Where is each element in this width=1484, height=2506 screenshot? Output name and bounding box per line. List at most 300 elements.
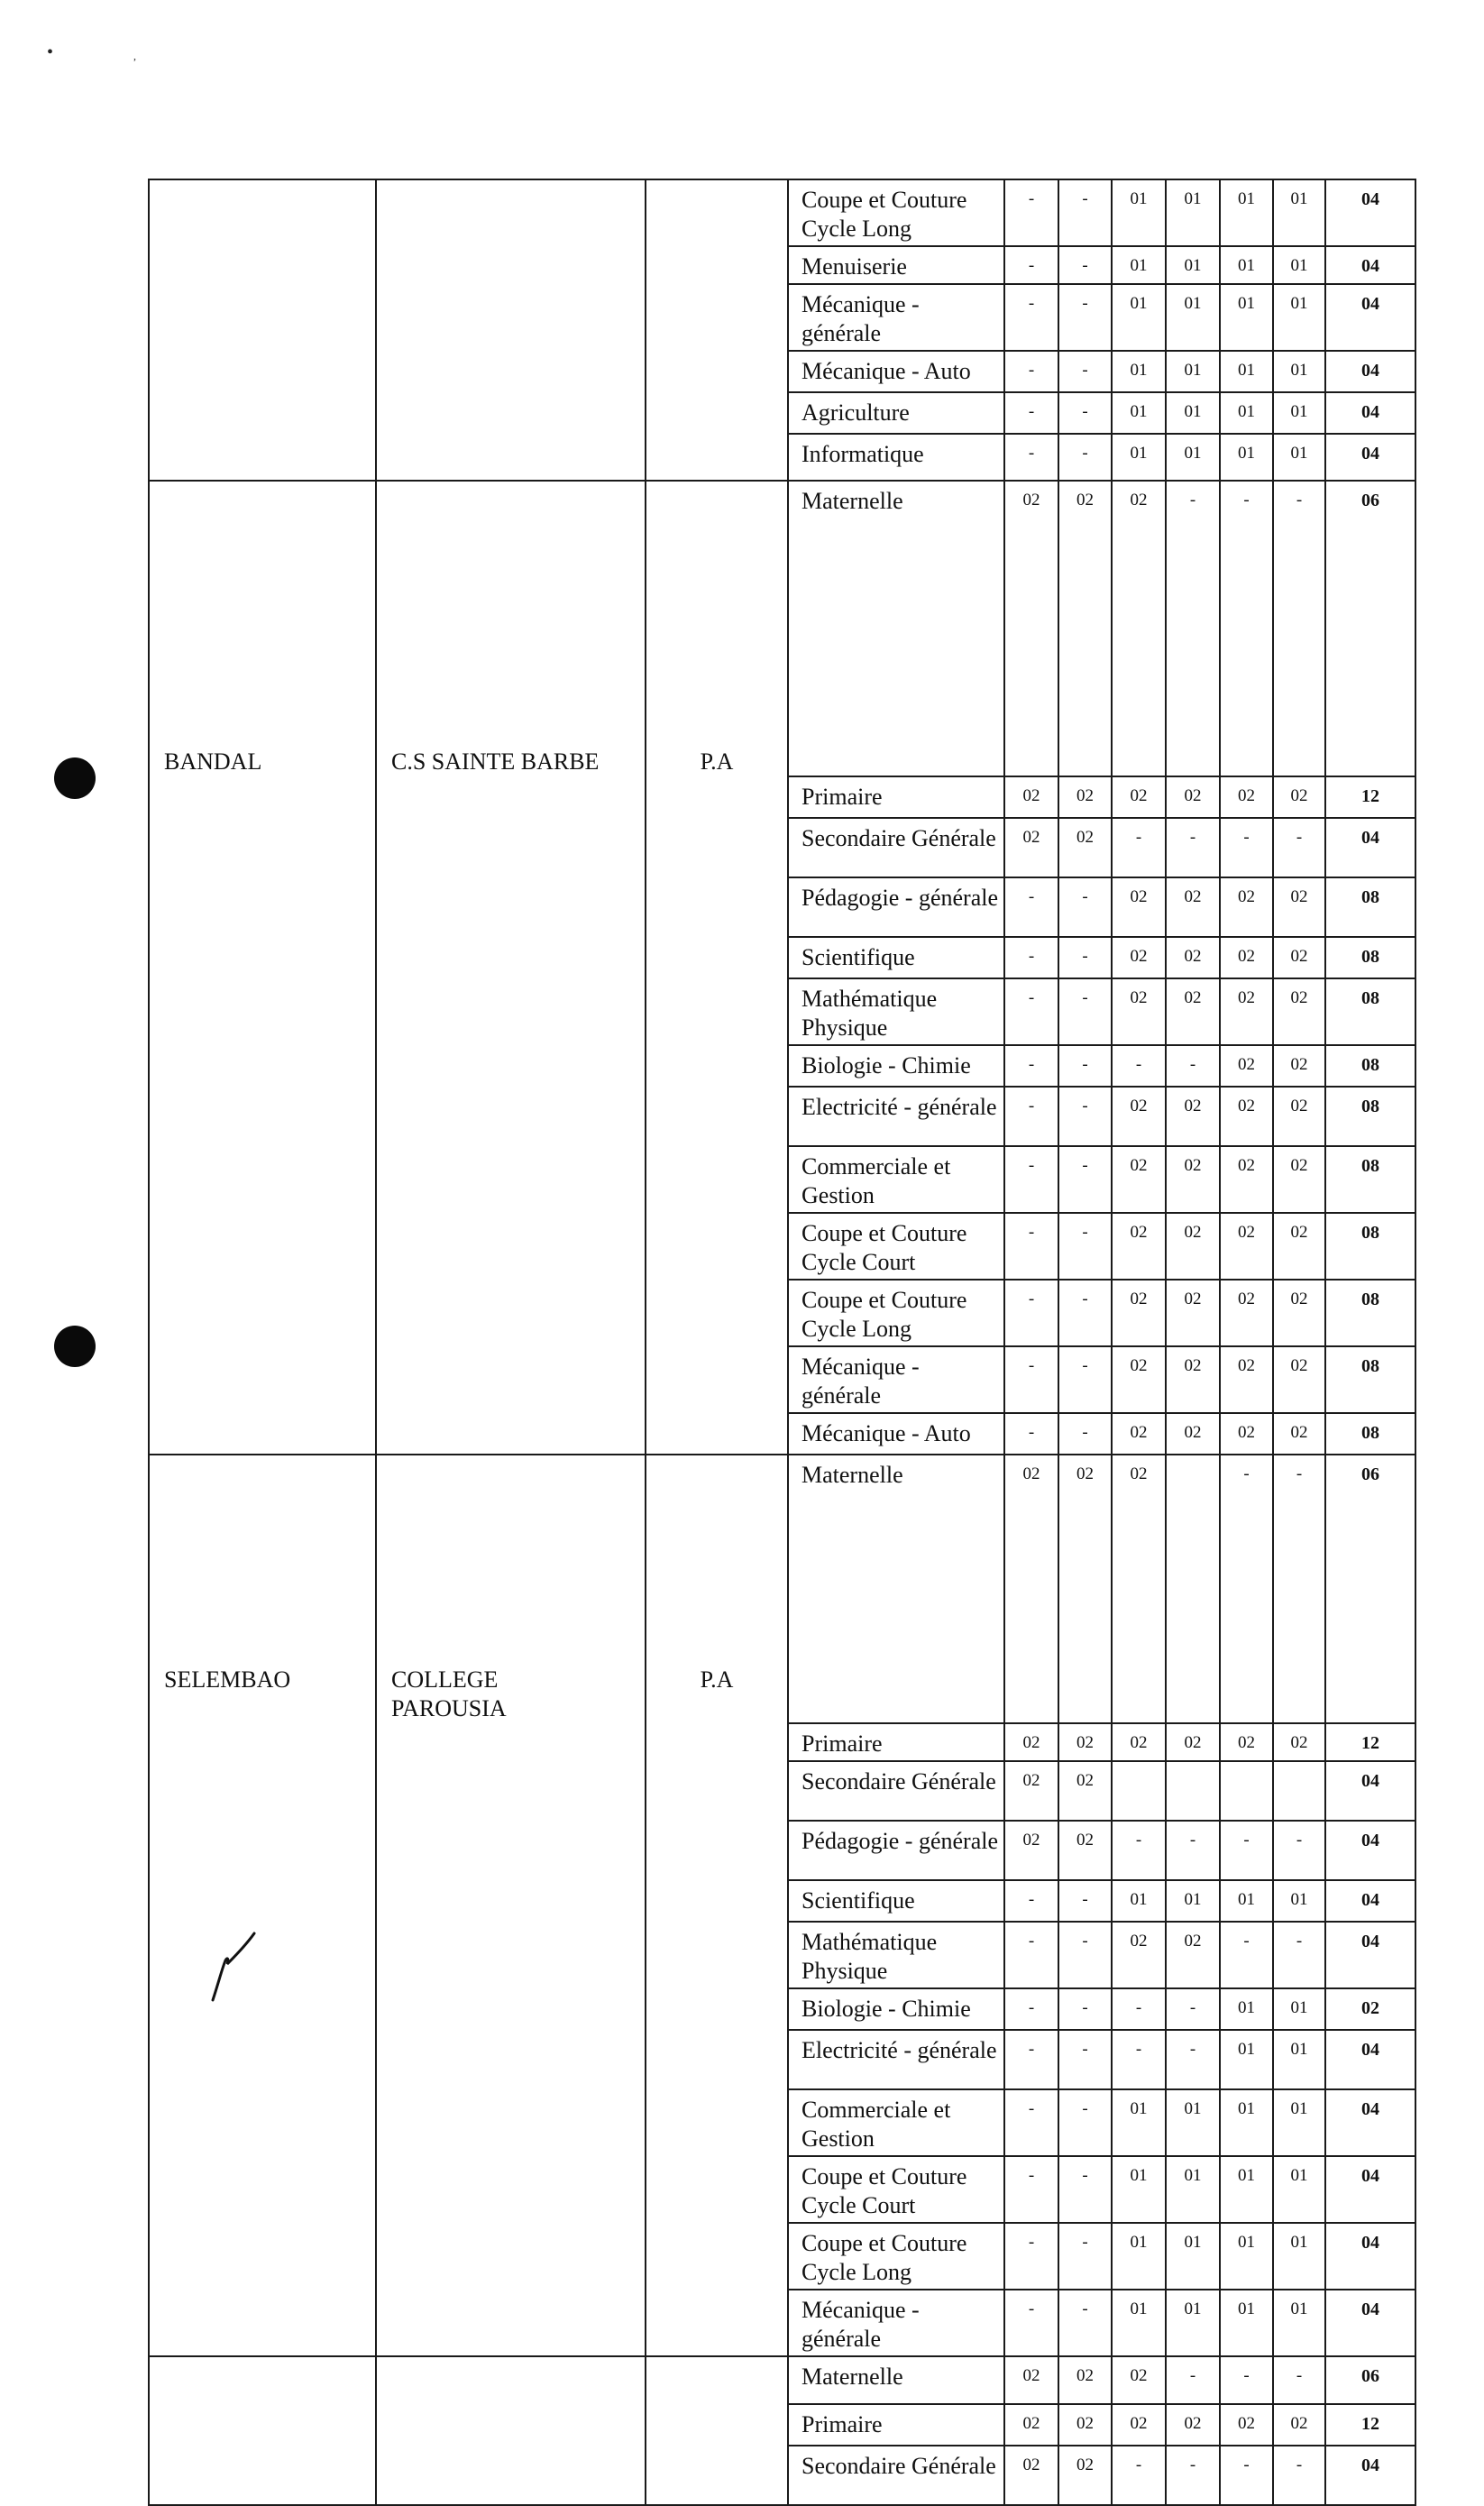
school-cell (376, 1045, 646, 1087)
commune-cell (149, 1346, 376, 1413)
level-count-cell (1112, 1761, 1166, 1821)
level-count-cell: 02 (1166, 937, 1220, 978)
level-count-cell: 01 (1166, 2156, 1220, 2223)
school-cell (376, 351, 646, 392)
option-label: Commerciale et Gestion (788, 2089, 1004, 2156)
status-cell (646, 434, 788, 481)
total-cell: 04 (1325, 1821, 1415, 1880)
status-cell (646, 776, 788, 818)
level-count-cell: 02 (1058, 2404, 1112, 2446)
status-cell (646, 1213, 788, 1280)
level-count-cell: 02 (1220, 1213, 1273, 1280)
level-count-cell: 02 (1273, 1723, 1325, 1761)
table-row (149, 1213, 1415, 1280)
school-cell (376, 1280, 646, 1346)
commune-cell (149, 284, 376, 351)
commune-cell (149, 1087, 376, 1146)
status-cell (646, 2030, 788, 2089)
level-count-cell: - (1004, 246, 1058, 284)
level-count-cell: 02 (1166, 978, 1220, 1045)
school-cell (376, 1761, 646, 1821)
table-row (149, 818, 1415, 877)
level-count-cell (1166, 1761, 1220, 1821)
commune-cell (149, 1146, 376, 1213)
level-count-cell: 02 (1166, 1087, 1220, 1146)
level-count-cell: - (1004, 877, 1058, 937)
option-label: Menuiserie (788, 246, 1004, 284)
option-label: Secondaire Générale (788, 1761, 1004, 1821)
option-label: Coupe et Couture Cycle Long (788, 2223, 1004, 2290)
level-count-cell: 02 (1166, 776, 1220, 818)
level-count-cell (1220, 1761, 1273, 1821)
option-label: Primaire (788, 1723, 1004, 1761)
total-cell: 04 (1325, 2030, 1415, 2089)
level-count-cell: - (1058, 877, 1112, 937)
level-count-cell: 02 (1058, 1455, 1112, 1723)
level-count-cell: - (1112, 1821, 1166, 1880)
level-count-cell: - (1166, 2030, 1220, 2089)
level-count-cell: - (1004, 978, 1058, 1045)
total-cell: 04 (1325, 2156, 1415, 2223)
status-cell (646, 1045, 788, 1087)
level-count-cell: 01 (1220, 179, 1273, 246)
table-row (149, 2404, 1415, 2446)
total-cell: 04 (1325, 284, 1415, 351)
table-row (149, 776, 1415, 818)
level-count-cell: - (1058, 179, 1112, 246)
option-label: Primaire (788, 776, 1004, 818)
option-label: Biologie - Chimie (788, 1045, 1004, 1087)
level-count-cell: - (1220, 818, 1273, 877)
level-count-cell: 02 (1220, 1045, 1273, 1087)
total-cell: 08 (1325, 1045, 1415, 1087)
level-count-cell: - (1004, 1213, 1058, 1280)
table-row (149, 434, 1415, 481)
level-count-cell: - (1273, 2356, 1325, 2404)
status-cell (646, 481, 788, 776)
total-cell: 04 (1325, 818, 1415, 877)
status-cell (646, 392, 788, 434)
level-count-cell: 01 (1220, 284, 1273, 351)
level-count-cell: - (1273, 1922, 1325, 1988)
option-label: Primaire (788, 2404, 1004, 2446)
status-cell (646, 1922, 788, 1988)
commune-cell (149, 1213, 376, 1280)
option-label: Maternelle (788, 481, 1004, 776)
level-count-cell: 02 (1112, 1346, 1166, 1413)
table-row (149, 1413, 1415, 1455)
level-count-cell: 01 (1112, 2290, 1166, 2356)
table-row (149, 2156, 1415, 2223)
total-cell: 04 (1325, 1880, 1415, 1922)
status-cell (646, 1761, 788, 1821)
level-count-cell: 01 (1166, 2223, 1220, 2290)
option-label: Pédagogie - générale (788, 1821, 1004, 1880)
commune-cell (149, 1280, 376, 1346)
commune-cell (149, 1413, 376, 1455)
level-count-cell: - (1058, 1922, 1112, 1988)
level-count-cell: - (1004, 2030, 1058, 2089)
status-cell (646, 1280, 788, 1346)
commune-cell (149, 179, 376, 246)
level-count-cell: 01 (1273, 284, 1325, 351)
level-count-cell: - (1058, 1146, 1112, 1213)
option-label: Coupe et Couture Cycle Court (788, 2156, 1004, 2223)
level-count-cell (1273, 1761, 1325, 1821)
commune-cell (149, 351, 376, 392)
table-row (149, 481, 1415, 776)
level-count-cell: 01 (1166, 351, 1220, 392)
commune-cell (149, 1761, 376, 1821)
level-count-cell: 01 (1112, 179, 1166, 246)
level-count-cell: - (1058, 1213, 1112, 1280)
level-count-cell: 01 (1112, 246, 1166, 284)
level-count-cell: - (1273, 818, 1325, 877)
school-cell (376, 1821, 646, 1880)
total-cell: 04 (1325, 2089, 1415, 2156)
level-count-cell: - (1112, 1988, 1166, 2030)
total-cell: 04 (1325, 2290, 1415, 2356)
school-cell (376, 1213, 646, 1280)
table-row (149, 246, 1415, 284)
level-count-cell: 02 (1112, 1723, 1166, 1761)
table-row (149, 2290, 1415, 2356)
level-count-cell: - (1004, 2156, 1058, 2223)
level-count-cell: 02 (1058, 1723, 1112, 1761)
school-cell (376, 1087, 646, 1146)
level-count-cell: 01 (1220, 2089, 1273, 2156)
level-count-cell: 02 (1058, 481, 1112, 776)
level-count-cell: 02 (1058, 1761, 1112, 1821)
level-count-cell: 02 (1220, 978, 1273, 1045)
status-cell-text: P.A (700, 1666, 734, 1693)
level-count-cell: 02 (1058, 776, 1112, 818)
commune-cell-text: BANDAL (164, 748, 262, 775)
commune-cell-text: SELEMBAO (164, 1666, 291, 1693)
status-cell (646, 1087, 788, 1146)
option-label: Maternelle (788, 2356, 1004, 2404)
level-count-cell: - (1058, 1988, 1112, 2030)
level-count-cell: 02 (1273, 1087, 1325, 1146)
level-count-cell: - (1166, 818, 1220, 877)
commune-cell (149, 246, 376, 284)
level-count-cell: 02 (1273, 877, 1325, 937)
table-row (149, 179, 1415, 246)
total-cell: 04 (1325, 1922, 1415, 1988)
option-label: Informatique (788, 434, 1004, 481)
status-cell (646, 818, 788, 877)
option-label: Agriculture (788, 392, 1004, 434)
level-count-cell: 01 (1112, 392, 1166, 434)
level-count-cell: 02 (1112, 978, 1166, 1045)
level-count-cell: - (1166, 1045, 1220, 1087)
commune-cell (149, 776, 376, 818)
commune-cell (149, 2446, 376, 2505)
level-count-cell: - (1004, 2290, 1058, 2356)
punch-hole (54, 1326, 96, 1367)
level-count-cell: 02 (1004, 1761, 1058, 1821)
level-count-cell: 02 (1220, 1280, 1273, 1346)
table-row (149, 351, 1415, 392)
school-cell (376, 818, 646, 877)
commune-cell (149, 2356, 376, 2404)
level-count-cell: 01 (1112, 351, 1166, 392)
level-count-cell: - (1058, 2223, 1112, 2290)
commune-cell (149, 392, 376, 434)
total-cell: 04 (1325, 2446, 1415, 2505)
level-count-cell: 02 (1112, 1213, 1166, 1280)
school-cell (376, 1455, 646, 1723)
level-count-cell: - (1058, 434, 1112, 481)
level-count-cell: 02 (1166, 2404, 1220, 2446)
level-count-cell: 02 (1004, 776, 1058, 818)
option-label: Scientifique (788, 1880, 1004, 1922)
schools-options-table (148, 179, 1416, 2506)
level-count-cell: 02 (1220, 776, 1273, 818)
level-count-cell: - (1058, 2290, 1112, 2356)
status-cell (646, 1880, 788, 1922)
status-cell (646, 1455, 788, 1723)
table-row (149, 1146, 1415, 1213)
total-cell: 04 (1325, 179, 1415, 246)
table-row (149, 284, 1415, 351)
table-row (149, 1455, 1415, 1723)
level-count-cell: 01 (1220, 2156, 1273, 2223)
level-count-cell: 01 (1112, 1880, 1166, 1922)
level-count-cell: 02 (1166, 1213, 1220, 1280)
level-count-cell: 02 (1112, 1146, 1166, 1213)
level-count-cell: 02 (1004, 2356, 1058, 2404)
level-count-cell: - (1273, 2446, 1325, 2505)
level-count-cell: 02 (1273, 978, 1325, 1045)
level-count-cell: - (1004, 1880, 1058, 1922)
total-cell: 06 (1325, 2356, 1415, 2404)
option-label: Biologie - Chimie (788, 1988, 1004, 2030)
table-row (149, 978, 1415, 1045)
status-cell (646, 179, 788, 246)
level-count-cell: 01 (1220, 392, 1273, 434)
option-label: Coupe et Couture Cycle Long (788, 1280, 1004, 1346)
school-cell (376, 2356, 646, 2404)
commune-cell (149, 481, 376, 776)
level-count-cell: - (1004, 392, 1058, 434)
level-count-cell: - (1004, 1146, 1058, 1213)
level-count-cell: 02 (1112, 1280, 1166, 1346)
level-count-cell: 01 (1220, 246, 1273, 284)
option-label: Secondaire Générale (788, 2446, 1004, 2505)
school-cell (376, 1988, 646, 2030)
level-count-cell: - (1166, 2356, 1220, 2404)
school-cell (376, 246, 646, 284)
commune-cell (149, 1045, 376, 1087)
option-label: Coupe et Couture Cycle Court (788, 1213, 1004, 1280)
level-count-cell: - (1058, 937, 1112, 978)
school-cell (376, 937, 646, 978)
option-label: Mécanique - générale (788, 1346, 1004, 1413)
scan-speck: , (133, 50, 136, 62)
option-label: Secondaire Générale (788, 818, 1004, 877)
school-cell (376, 1146, 646, 1213)
level-count-cell: - (1004, 1413, 1058, 1455)
status-cell (646, 351, 788, 392)
level-count-cell: 02 (1112, 1922, 1166, 1988)
level-count-cell: - (1166, 481, 1220, 776)
level-count-cell: 02 (1112, 1455, 1166, 1723)
commune-cell (149, 937, 376, 978)
option-label: Electricité - générale (788, 2030, 1004, 2089)
level-count-cell: - (1004, 1346, 1058, 1413)
level-count-cell: - (1273, 1455, 1325, 1723)
total-cell: 08 (1325, 1213, 1415, 1280)
status-cell (646, 1346, 788, 1413)
school-cell-text: C.S SAINTE BARBE (391, 748, 600, 775)
total-cell: 04 (1325, 2223, 1415, 2290)
table-row (149, 1761, 1415, 1821)
level-count-cell: 01 (1273, 392, 1325, 434)
table-row (149, 1280, 1415, 1346)
table-row (149, 937, 1415, 978)
table-row (149, 392, 1415, 434)
level-count-cell: 01 (1273, 2223, 1325, 2290)
status-cell (646, 978, 788, 1045)
total-cell: 08 (1325, 1280, 1415, 1346)
level-count-cell: 01 (1273, 2290, 1325, 2356)
level-count-cell: - (1220, 1821, 1273, 1880)
total-cell: 08 (1325, 877, 1415, 937)
level-count-cell: 01 (1166, 434, 1220, 481)
commune-cell (149, 1821, 376, 1880)
level-count-cell: 01 (1166, 179, 1220, 246)
level-count-cell: 01 (1273, 246, 1325, 284)
level-count-cell: - (1220, 481, 1273, 776)
level-count-cell: 02 (1058, 2446, 1112, 2505)
level-count-cell: 02 (1004, 2446, 1058, 2505)
commune-cell (149, 2223, 376, 2290)
status-cell (646, 2089, 788, 2156)
level-count-cell: 01 (1112, 2223, 1166, 2290)
level-count-cell: 02 (1112, 937, 1166, 978)
level-count-cell: 02 (1004, 481, 1058, 776)
level-count-cell: 02 (1112, 481, 1166, 776)
table-row (149, 1723, 1415, 1761)
level-count-cell: 01 (1220, 1988, 1273, 2030)
level-count-cell: 02 (1004, 818, 1058, 877)
option-label: Coupe et Couture Cycle Long (788, 179, 1004, 246)
table-row (149, 2356, 1415, 2404)
level-count-cell: - (1058, 1880, 1112, 1922)
level-count-cell: 01 (1166, 284, 1220, 351)
level-count-cell: 02 (1112, 2404, 1166, 2446)
level-count-cell: 01 (1166, 392, 1220, 434)
status-cell (646, 2356, 788, 2404)
level-count-cell: - (1112, 2030, 1166, 2089)
level-count-cell: 01 (1273, 351, 1325, 392)
commune-cell (149, 2404, 376, 2446)
total-cell: 02 (1325, 1988, 1415, 2030)
level-count-cell: - (1112, 818, 1166, 877)
school-cell (376, 434, 646, 481)
option-label: Pédagogie - générale (788, 877, 1004, 937)
commune-cell (149, 2030, 376, 2089)
school-cell (376, 877, 646, 937)
school-cell (376, 1723, 646, 1761)
school-cell (376, 776, 646, 818)
level-count-cell: 02 (1004, 1455, 1058, 1723)
level-count-cell: - (1004, 2223, 1058, 2290)
level-count-cell: - (1058, 2156, 1112, 2223)
level-count-cell: - (1273, 481, 1325, 776)
level-count-cell: 02 (1273, 1413, 1325, 1455)
level-count-cell: 02 (1220, 937, 1273, 978)
level-count-cell: - (1058, 2030, 1112, 2089)
level-count-cell: 02 (1112, 1413, 1166, 1455)
level-count-cell: 02 (1220, 1346, 1273, 1413)
level-count-cell: - (1058, 246, 1112, 284)
level-count-cell: 02 (1004, 1723, 1058, 1761)
level-count-cell: 02 (1273, 937, 1325, 978)
level-count-cell: 01 (1166, 2290, 1220, 2356)
school-cell (376, 284, 646, 351)
table-row (149, 2223, 1415, 2290)
school-cell (376, 1413, 646, 1455)
school-cell (376, 1922, 646, 1988)
table-row (149, 2089, 1415, 2156)
level-count-cell: 01 (1220, 434, 1273, 481)
level-count-cell: - (1112, 2446, 1166, 2505)
option-label: Mécanique - Auto (788, 351, 1004, 392)
level-count-cell: - (1004, 1988, 1058, 2030)
school-cell-text: COLLEGE PAROUSIA (391, 1666, 507, 1721)
total-cell: 08 (1325, 1087, 1415, 1146)
option-label: Scientifique (788, 937, 1004, 978)
option-label: Electricité - générale (788, 1087, 1004, 1146)
handwritten-initial (209, 1930, 263, 2002)
level-count-cell: - (1166, 1988, 1220, 2030)
school-cell (376, 2030, 646, 2089)
school-cell (376, 481, 646, 776)
table-row (149, 2446, 1415, 2505)
total-cell: 08 (1325, 1146, 1415, 1213)
commune-cell (149, 1880, 376, 1922)
school-cell (376, 2089, 646, 2156)
level-count-cell: 02 (1166, 1723, 1220, 1761)
table-row (149, 1880, 1415, 1922)
school-cell (376, 2446, 646, 2505)
level-count-cell: - (1220, 2356, 1273, 2404)
punch-hole (54, 757, 96, 799)
status-cell (646, 2223, 788, 2290)
level-count-cell: 02 (1166, 1346, 1220, 1413)
status-cell (646, 2290, 788, 2356)
school-cell (376, 179, 646, 246)
level-count-cell: - (1004, 1280, 1058, 1346)
option-label: Commerciale et Gestion (788, 1146, 1004, 1213)
commune-cell (149, 1455, 376, 1723)
level-count-cell: - (1058, 1045, 1112, 1087)
commune-cell (149, 434, 376, 481)
level-count-cell: 01 (1220, 2290, 1273, 2356)
level-count-cell: - (1004, 937, 1058, 978)
table-row (149, 1087, 1415, 1146)
level-count-cell: 01 (1220, 2030, 1273, 2089)
level-count-cell: 01 (1112, 2089, 1166, 2156)
level-count-cell: - (1220, 1922, 1273, 1988)
level-count-cell: 02 (1058, 818, 1112, 877)
level-count-cell: 01 (1273, 2156, 1325, 2223)
level-count-cell: - (1220, 2446, 1273, 2505)
level-count-cell: 02 (1220, 1723, 1273, 1761)
level-count-cell: - (1058, 351, 1112, 392)
